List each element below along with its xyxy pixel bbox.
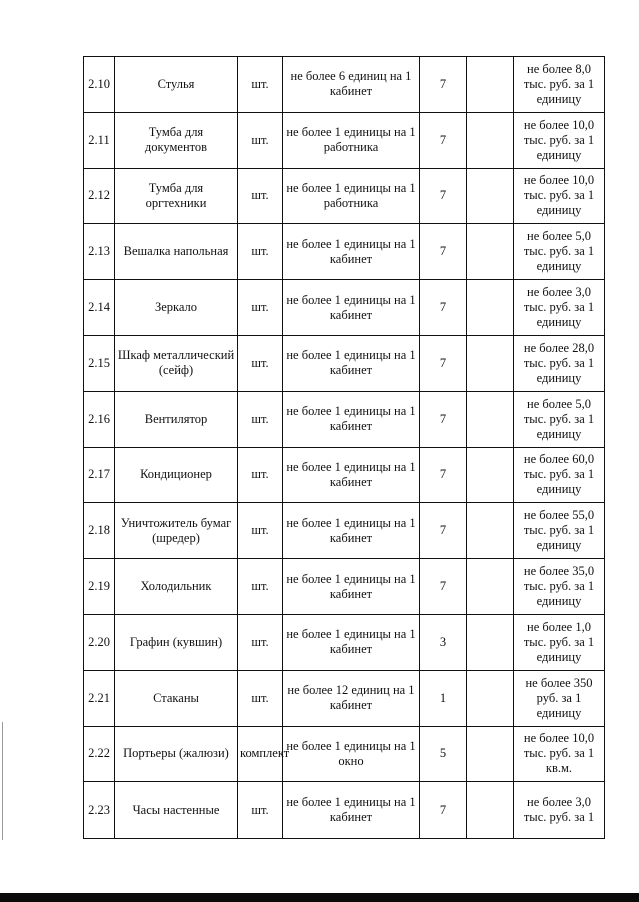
table-row xyxy=(84,224,605,280)
price-limit: не более 350 руб. за 1 единицу xyxy=(514,670,605,726)
empty-cell xyxy=(467,335,514,391)
price-limit: не более 10,0 тыс. руб. за 1 единицу xyxy=(514,168,605,224)
unit: шт. xyxy=(238,112,283,168)
item-name: Тумба для документов xyxy=(115,112,238,168)
row-number: 2.22 xyxy=(84,726,115,782)
norm: не более 6 единиц на 1 кабинет xyxy=(283,57,420,113)
item-name: Стулья xyxy=(115,57,238,113)
norm: не более 1 единицы на 1 кабинет xyxy=(283,280,420,336)
unit: шт. xyxy=(238,503,283,559)
quantity: 7 xyxy=(420,168,467,224)
item-name: Шкаф металлический (сейф) xyxy=(115,335,238,391)
quantity: 7 xyxy=(420,503,467,559)
table-row xyxy=(84,57,605,113)
row-number: 2.19 xyxy=(84,559,115,615)
unit: комплект xyxy=(238,726,283,782)
norm: не более 1 единицы на 1 окно xyxy=(283,726,420,782)
price-limit: не более 5,0 тыс. руб. за 1 единицу xyxy=(514,224,605,280)
table-body xyxy=(84,57,605,839)
price-limit: не более 3,0 тыс. руб. за 1 xyxy=(514,782,605,839)
row-number: 2.18 xyxy=(84,503,115,559)
table-row xyxy=(84,670,605,726)
unit: шт. xyxy=(238,670,283,726)
item-name: Стаканы xyxy=(115,670,238,726)
empty-cell xyxy=(467,670,514,726)
item-name: Холодильник xyxy=(115,559,238,615)
empty-cell xyxy=(467,224,514,280)
norm: не более 1 единицы на 1 кабинет xyxy=(283,391,420,447)
row-number: 2.21 xyxy=(84,670,115,726)
price-limit: не более 3,0 тыс. руб. за 1 единицу xyxy=(514,280,605,336)
row-number: 2.23 xyxy=(84,782,115,839)
table-row xyxy=(84,726,605,782)
item-name: Вешалка напольная xyxy=(115,224,238,280)
price-limit: не более 28,0 тыс. руб. за 1 единицу xyxy=(514,335,605,391)
table-row xyxy=(84,391,605,447)
item-name: Часы настенные xyxy=(115,782,238,839)
price-limit: не более 5,0 тыс. руб. за 1 единицу xyxy=(514,391,605,447)
table-row xyxy=(84,335,605,391)
norm: не более 1 единицы на 1 кабинет xyxy=(283,503,420,559)
price-limit: не более 10,0 тыс. руб. за 1 единицу xyxy=(514,112,605,168)
norm: не более 1 единицы на 1 кабинет xyxy=(283,447,420,503)
empty-cell xyxy=(467,726,514,782)
norm: не более 1 единицы на 1 кабинет xyxy=(283,335,420,391)
unit: шт. xyxy=(238,559,283,615)
quantity: 7 xyxy=(420,335,467,391)
empty-cell xyxy=(467,112,514,168)
scan-bottom-edge xyxy=(0,893,639,902)
item-name: Вентилятор xyxy=(115,391,238,447)
empty-cell xyxy=(467,782,514,839)
quantity: 5 xyxy=(420,726,467,782)
price-limit: не более 60,0 тыс. руб. за 1 единицу xyxy=(514,447,605,503)
norm: не более 1 единицы на 1 кабинет xyxy=(283,782,420,839)
empty-cell xyxy=(467,503,514,559)
price-limit: не более 10,0 тыс. руб. за 1 кв.м. xyxy=(514,726,605,782)
empty-cell xyxy=(467,391,514,447)
price-limit: не более 1,0 тыс. руб. за 1 единицу xyxy=(514,614,605,670)
price-limit: не более 8,0 тыс. руб. за 1 единицу xyxy=(514,57,605,113)
row-number: 2.16 xyxy=(84,391,115,447)
quantity: 7 xyxy=(420,280,467,336)
unit: шт. xyxy=(238,335,283,391)
row-number: 2.14 xyxy=(84,280,115,336)
unit: шт. xyxy=(238,57,283,113)
table-row xyxy=(84,280,605,336)
quantity: 1 xyxy=(420,670,467,726)
quantity: 3 xyxy=(420,614,467,670)
quantity: 7 xyxy=(420,391,467,447)
row-number: 2.11 xyxy=(84,112,115,168)
quantity: 7 xyxy=(420,447,467,503)
item-name: Портьеры (жалюзи) xyxy=(115,726,238,782)
table-row xyxy=(84,614,605,670)
row-number: 2.15 xyxy=(84,335,115,391)
price-limit: не более 35,0 тыс. руб. за 1 единицу xyxy=(514,559,605,615)
norms-table xyxy=(83,56,605,839)
unit: шт. xyxy=(238,782,283,839)
unit: шт. xyxy=(238,391,283,447)
price-limit: не более 55,0 тыс. руб. за 1 единицу xyxy=(514,503,605,559)
item-name: Зеркало xyxy=(115,280,238,336)
table-row xyxy=(84,447,605,503)
empty-cell xyxy=(467,559,514,615)
norm: не более 1 единицы на 1 работника xyxy=(283,168,420,224)
norm: не более 12 единиц на 1 кабинет xyxy=(283,670,420,726)
quantity: 7 xyxy=(420,224,467,280)
item-name: Графин (кувшин) xyxy=(115,614,238,670)
quantity: 7 xyxy=(420,57,467,113)
row-number: 2.20 xyxy=(84,614,115,670)
item-name: Кондиционер xyxy=(115,447,238,503)
norm: не более 1 единицы на 1 работника xyxy=(283,112,420,168)
empty-cell xyxy=(467,280,514,336)
row-number: 2.17 xyxy=(84,447,115,503)
unit: шт. xyxy=(238,224,283,280)
row-number: 2.10 xyxy=(84,57,115,113)
empty-cell xyxy=(467,614,514,670)
table-row xyxy=(84,112,605,168)
norm: не более 1 единицы на 1 кабинет xyxy=(283,224,420,280)
empty-cell xyxy=(467,57,514,113)
norm: не более 1 единицы на 1 кабинет xyxy=(283,559,420,615)
norm: не более 1 единицы на 1 кабинет xyxy=(283,614,420,670)
unit: шт. xyxy=(238,168,283,224)
item-name: Уничтожитель бумаг (шредер) xyxy=(115,503,238,559)
table-row xyxy=(84,168,605,224)
quantity: 7 xyxy=(420,559,467,615)
table-row xyxy=(84,503,605,559)
row-number: 2.13 xyxy=(84,224,115,280)
item-name: Тумба для оргтехники xyxy=(115,168,238,224)
unit: шт. xyxy=(238,280,283,336)
empty-cell xyxy=(467,447,514,503)
scan-margin-line xyxy=(2,722,3,840)
table-row xyxy=(84,782,605,839)
unit: шт. xyxy=(238,614,283,670)
quantity: 7 xyxy=(420,112,467,168)
empty-cell xyxy=(467,168,514,224)
unit: шт. xyxy=(238,447,283,503)
row-number: 2.12 xyxy=(84,168,115,224)
quantity: 7 xyxy=(420,782,467,839)
table-row xyxy=(84,559,605,615)
